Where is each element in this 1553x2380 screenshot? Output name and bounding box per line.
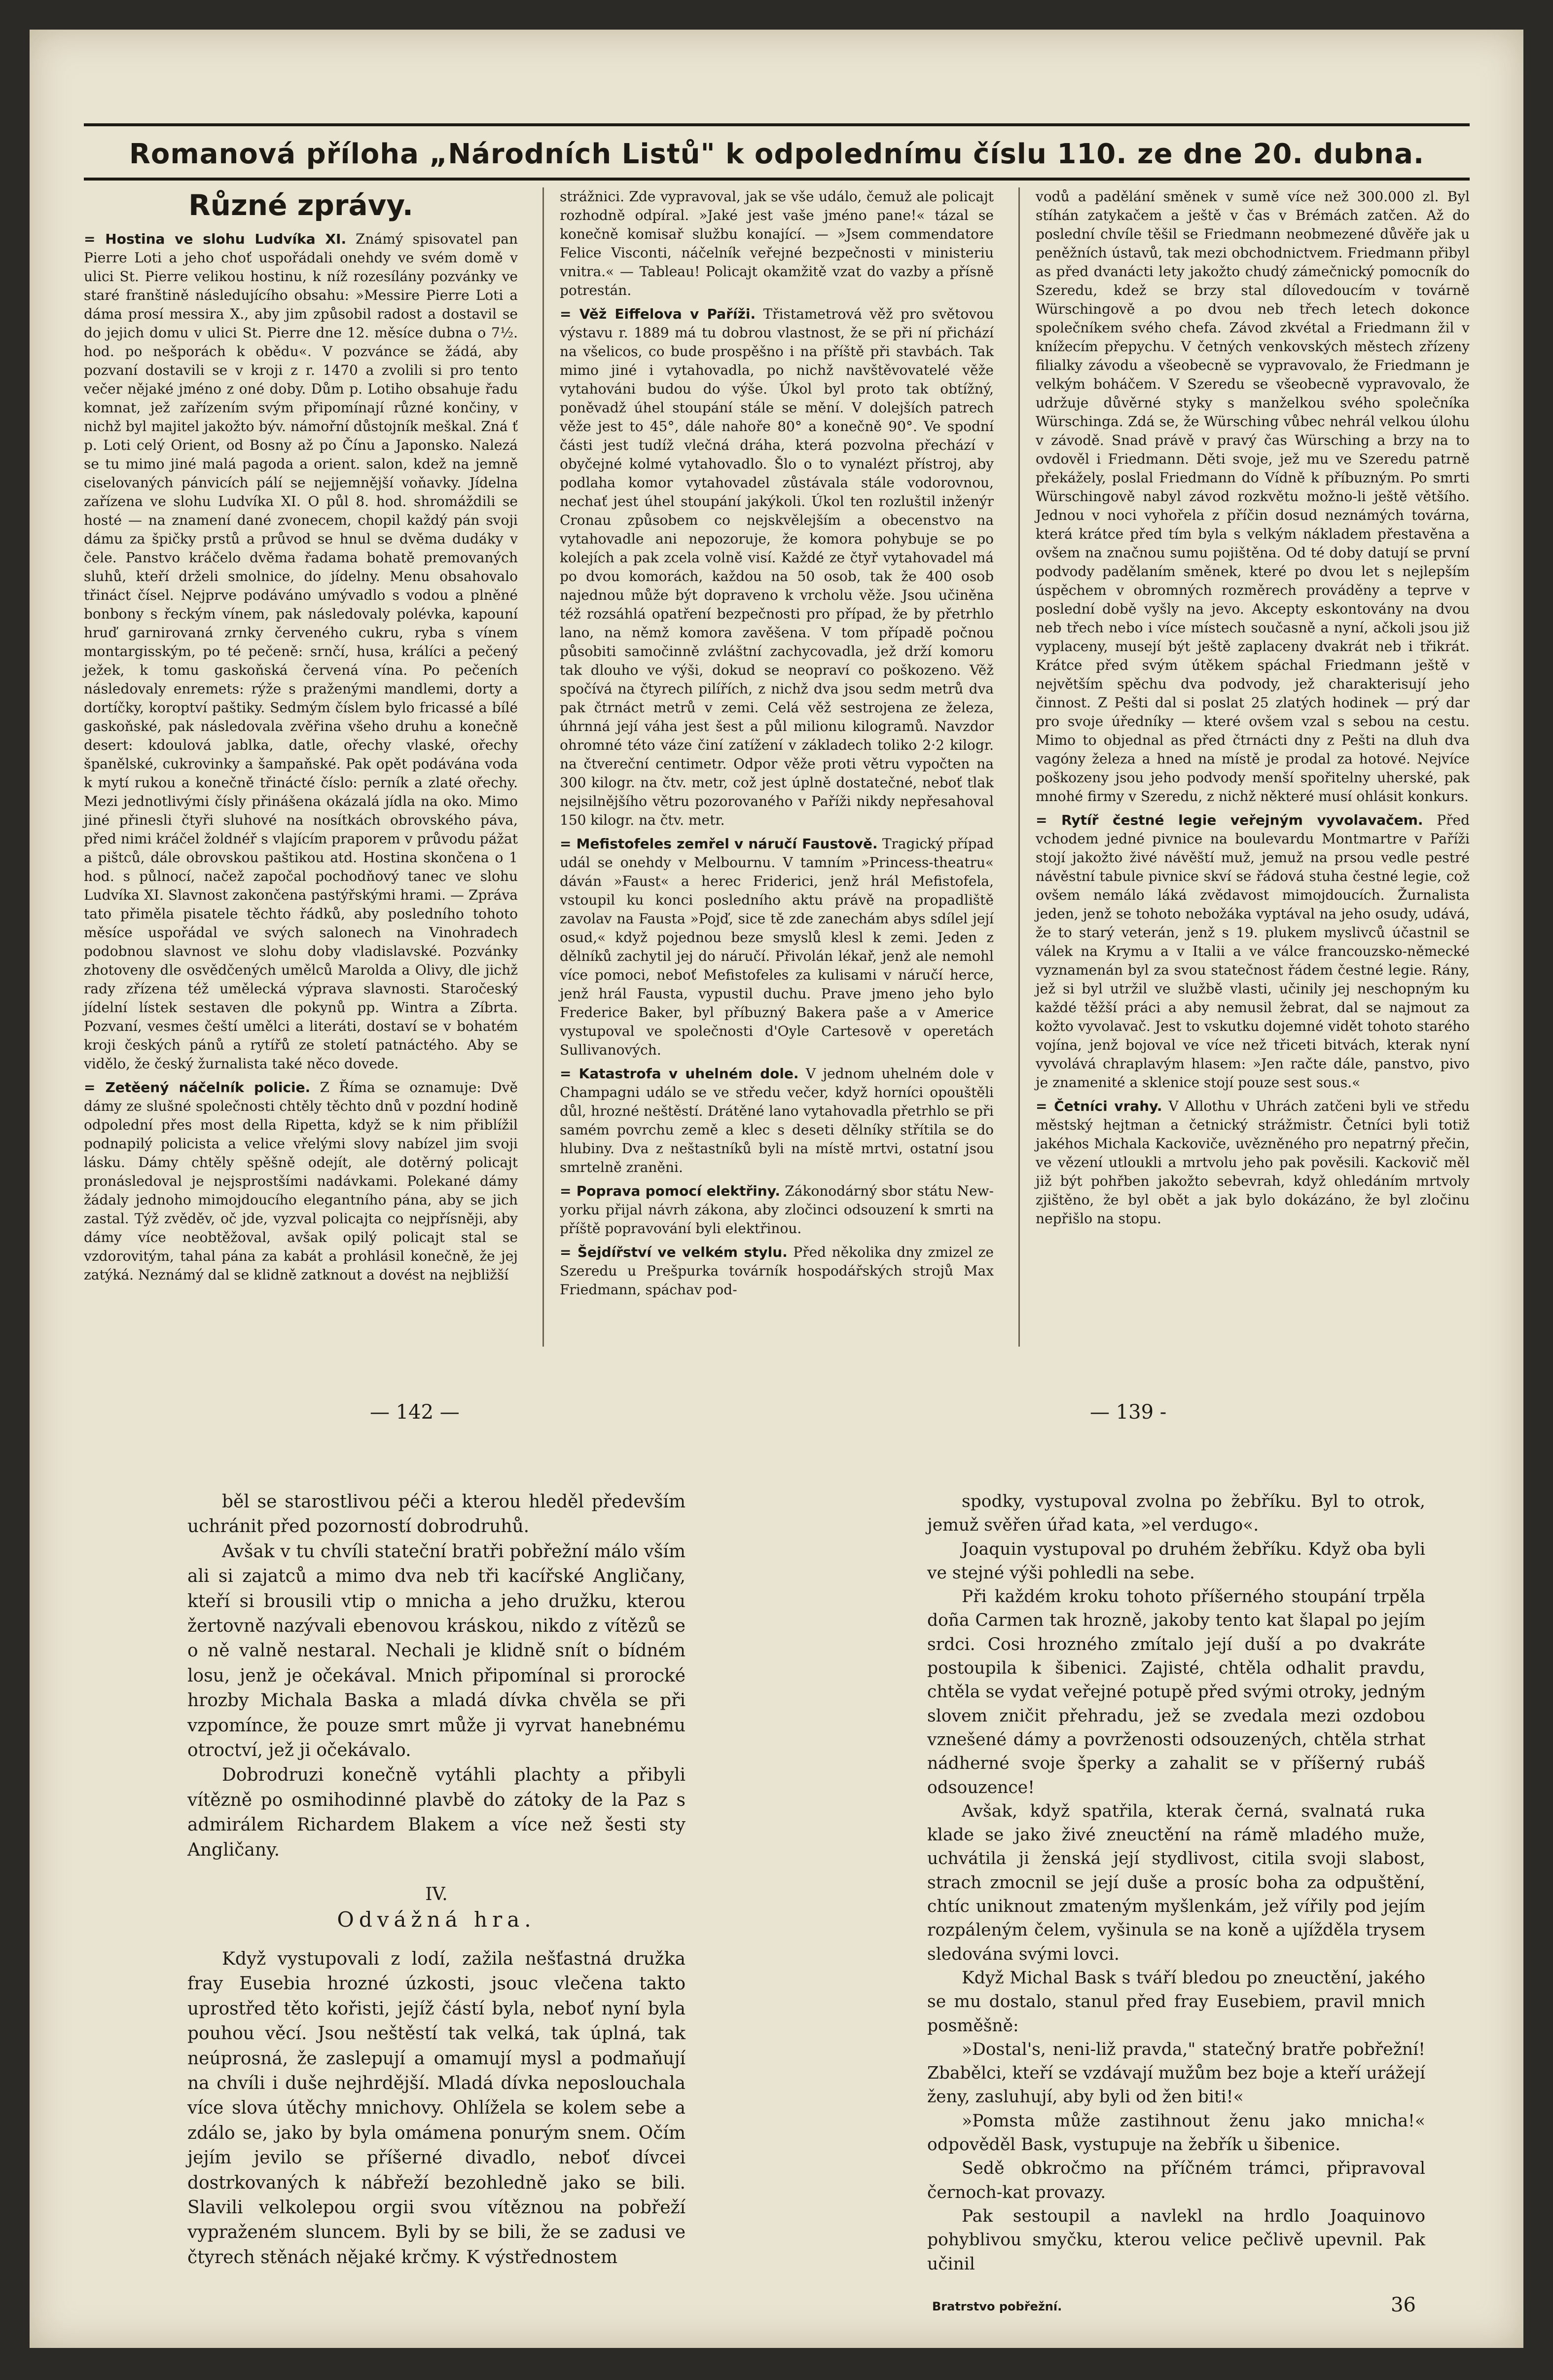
article-headline: = Zetěený náčelník policie. bbox=[84, 1079, 311, 1096]
article-text: Před několika dny zmizel ze Szeredu u Prešpurka továrník hospodářských strojů Max Friedmann, spáchav pod- bbox=[560, 1244, 994, 1298]
article-text: Tragický případ udál se onehdy v Melbournu. V tamním »Princess-theatru« dáván »Faust« a herec Friderici, jenž hrál Mefistofela, vstoupil ku konci posledního aktu právě na propadliště zavolav na Fausta »Pojď, sice tě zde zanechám abys sdílel její osud,« když pojednou beze smyslů klesl k zemi. Jeden z dělníků zachytil jej do náručí. Přivolán lékař, jenž ale nemohl více pomoci, neboť Mefistofeles za kulisami v náručí herce, jenž hrál Fausta, vypustil duchu. Prave jmeno jeho bylo Frederice Baker, byl příbuzný Bakera paše a v Americe vystupoval ve společnosti d'Oyle Cartesově v operetách Sullivanových. bbox=[560, 836, 994, 1058]
chapter-title: Odvážná hra. bbox=[337, 1907, 536, 1932]
news-article bbox=[1036, 1097, 1470, 1228]
article-headline: = Katastrofa v uhelném dole. bbox=[560, 1065, 799, 1082]
novel-paragraph: spodky, vystupoval zvolna po žebříku. Byl to otrok, jemuž svěřen úřad kata, »el verdugo«. bbox=[927, 1492, 1425, 1536]
article-headline: = Četníci vrahy. bbox=[1036, 1098, 1162, 1114]
novel-paragraph: Dobrodruzi konečně vytáhli plachty a přibyli vítězně po osmihodinné plavbě do zátoky de la Paz s admirálem Richardem Blakem a více než šesti sty Angličany. bbox=[187, 1765, 686, 1860]
news-article bbox=[84, 230, 518, 1073]
article-headline: = Mefistofeles zemřel v náručí Faustově. bbox=[560, 836, 878, 852]
newspaper-sheet bbox=[30, 30, 1523, 2348]
article-headline: = Šejdířství ve velkém stylu. bbox=[560, 1244, 788, 1260]
column-separator bbox=[1018, 187, 1020, 1347]
column-separator bbox=[542, 187, 544, 1347]
news-article bbox=[560, 1182, 994, 1238]
novel-paragraph: Pak sestoupil a navlekl na hrdlo Joaquinovo pohyblivou smyčku, kterou velice pečlivě upevnil. Pak učinil bbox=[927, 2206, 1425, 2274]
news-column-2 bbox=[560, 187, 994, 1304]
article-text: Známý spisovatel pan Pierre Loti a jeho choť uspořádali onehdy ve svém domě v ulici St. Pierre velikou hostinu, k níž rozesílány pozvánky ve staré franštině následujícího obsahu: »Messire Pierre Loti a dáma prosí messira X., aby jim způsobil radost a dostavil se do jejich domu v ulici St. Pierre dne 12. měsíce dubna o 7½. hod. po nešporách k obědu«. V pozvánce se žádá, aby pozvaní dostavili se v kroji z r. 1470 a zvolili si pro tento večer nějaké jméno z oné doby. Dům p. Lotiho obsahuje řadu komnat, jež zařízením svým připomínají různé končiny, v nichž byl majitel jakožto býv. námořní důstojník meškal. Zná ť p. Loti celý Orient, od Bosny až po Čínu a Japonsko. Nalezá se tu mimo jiné malá pagoda a orient. salon, kdež na jemně ciselovaných pánvicích pálí se nejjemnější voňavky. Jídelna zařízena ve slohu Ludvíka XI. O půl 8. hod. shromáždili se hosté — na znamení dané zvonecem, chopil každý pán svoji dámu za špičky prstů a průvod se hnul se dvěma dudáky v čele. Panstvo kráčelo dvěma řadama bohatě premovaných sluhů, kteří drželi smolnice, do jídelny. Menu obsahovalo třináct čísel. Nejprve podáváno umývadlo s vodou a plněné bonbony s řeckým vínem, pak následovaly polévka, kapouní hruď garnirovaná zrnky červeného cukru, ryba s vínem montargisským, po té pečeně: srnčí, husa, králíci a pečený ježek, k tomu gaskoňská červená vína. Po pečeních následovaly enremets: rýže s praženými mandlemi, dorty a dortíčky, koroptví paštiky. Sedmým číslem bylo fricassé a bílé gaskoňské, pak následovala zvěřina všeho druhu a konečně desert: kdoulová jablka, datle, ořechy vlaské, ořechy španělské, cukrovinky a šampaňské. Pak opět podávána voda k mytí rukou a konečně třinácté číslo: perník a zlaté ořechy. Mezi jednotlivými čísly přinášena okázalá jídla na oko. Mimo jiné přinesli čtyři sluhové na nosítkách obrovského páva, před nimi kráčel žoldnéř s vlajícím praporem v průvodu pážat a pištců, dále obrovskou paštikou atd. Hostina skončena o 1 hod. s půlnocí, načež započal pochodňový tanec ve slohu Ludvíka XI. Slavnost zakončena pastýřskými hrami. — Zpráva tato přiměla pisatele těchto řádků, aby posledního tohoto měsíce uspořádal ve svých salonech na Vinohradech podobnou slavnost ve slohu doby vladislavské. Pozvánky zhotoveny dle osvědčených umělců Marolda a Olivy, dle jichž rady zřízena též umělecká výprava slavnosti. Staročeský jídelní lístek sestaven dle pokynů pp. Wintra a Zíbrta. Pozvaní, vesmes čeští umělci a literáti, dostaví se v bohatém kroji českých pánů a rytířů ze století patnáctého. Aby se vidělo, že český žurnalista také něco dovede. bbox=[84, 231, 518, 1072]
novel-paragraph: běl se starostlivou péči a kterou hleděl především uchránit před pozorností dobrodruhů. bbox=[187, 1492, 686, 1537]
news-article bbox=[1036, 811, 1470, 1092]
article-headline: = Hostina ve slohu Ludvíka XI. bbox=[84, 231, 347, 247]
article-text: Z Říma se oznamuje: Dvě dámy ze slušné společnosti chtěly těchto dnů v pozdní hodině odpolední přes most della Ripetta, když se k nim přiblížil podnapilý policista a velice vřelými slovy nabízel jim svoji lásku. Dámy chtěly spěšně odejít, ale dotěrný policajt pronásledoval je nejsprostšími nadávkami. Polekané dámy žádaly jednoho mimojdoucího elegantního pána, aby se jich zastal. Týž zvěděv, oč jde, vyzval policajta co nejpřísněji, aby dámy více neobtěžoval, avšak opilý policajt stal se vzdorovitým, tahal pána za kabát a prohlásil konečně, že jej zatýká. Neznámý dal se klidně zatknout a dovést na nejbližší bbox=[84, 1079, 518, 1283]
page-number-right: — 139 - bbox=[1090, 1401, 1167, 1424]
article-text: V jednom uhelném dole v Champagni událo se ve středu večer, když horníci opouštěli důl, hrozné neštěstí. Drátěné lano vytahovadla přetrhlo se při samém povrchu země a klec s deseti dělníky střítila se do hlubiny. Dva z neštastníků byli na místě mrtvi, ostatní jsou smrtelně zraněni. bbox=[560, 1065, 994, 1175]
news-article bbox=[1036, 187, 1470, 806]
news-article bbox=[84, 1078, 518, 1284]
header-rule-bottom bbox=[84, 178, 1470, 181]
news-article bbox=[560, 835, 994, 1060]
novel-paragraph: Při každém kroku tohoto příšerného stoupání trpěla doña Carmen tak hrozně, jakoby tento kat šlapal po jejím srdci. Cosi hrozného zmítalo její duší a po dvakráte postoupila k šibenici. Zajisté, chtěla odhalit pravdu, chtěla se vydat veřejné potupě před svými otroky, jedným slovem zničit přehradu, jež se zvedala mezi ozdobou vznešené dámy a povrženosti odsouzených, chtěla strhat nádherné svoje šperky a zahalit se v příšerný rubáš odsouzence! bbox=[927, 1587, 1425, 1797]
article-text: strážnici. Zde vypravoval, jak se vše událo, čemuž ale policajt rozhodně odpíral. »Jaké jest vaše jméno pane!« tázal se konečně komisař službu konající. — »Jsem commendatore Felice Visconti, náčelník veřejné bezpečnosti v ministeriu vnitra.« — Tableau! Policajt okamžitě vzat do vazby a přísně potrestán. bbox=[560, 188, 994, 298]
news-article bbox=[560, 1243, 994, 1299]
novel-paragraph: Avšak v tu chvíli stateční bratři pobřežní málo vším ali si zajatců a mimo dva neb tři kacířské Angličany, kteří si brousili vtip o mnicha a jeho družku, kterou žertovně nazývali ebenovou kráskou, nikdo z vítězů se o ně valně nestaral. Nechali je klidně snít o bídném losu, jenž je očekával. Mnich připomínal si prorocké hrozby Michala Baska a mladá dívka chvěla se při vzpomínce, že pouze smrt může ji vyrvat hanebnému otroctví, jež ji očekávalo. bbox=[187, 1541, 686, 1761]
section-title: Různé zprávy. bbox=[188, 188, 413, 222]
novel-page-right bbox=[927, 1490, 1425, 2276]
novel-paragraph: »Pomsta může zastihnout ženu jako mnicha!« odpověděl Bask, vystupuje na žebřík u šibenice. bbox=[927, 2111, 1425, 2155]
news-column-3 bbox=[1036, 187, 1470, 1233]
supplement-header: Romanová příloha „Národních Listů" k odpolednímu číslu 110. ze dne 20. dubna. bbox=[129, 138, 1425, 170]
article-text: vodů a padělání směnek v sumě více než 300.000 zl. Byl stíhán zatykačem a ještě v čas v Brémách zatčen. Až do poslední chvíle těšil se Friedmann neobmezené důvěře jak u peněžních ústavů, tak mezi obchodnictvem. Friedmann přibyl as před dvanácti lety jakožto chudý zámečnický pomocník do Szeredu, kdež se brzy stal dílovedoucím v továrně Würschingově a po dvou neb třech letech dokonce společníkem svého chefa. Závod zkvétal a Friedmann žil v knížecím přepychu. V četných venkovských městech zřízeny filialky závodu a všeobecně se vypravovalo, že Friedmann je velkým boháčem. V Szeredu se všeobecně vypravovalo, že udržuje důvěrné styky s manželkou svého společníka Würschinga. Zdá se, že Würsching vůbec nehrál velkou úlohu v závodě. Snad právě v pravý čas Würsching a brzy na to ovdověl i Friedmann. Děti svoje, jež mu ve Szeredu patrně překážely, poslal Friedmann do Vídně k příbuzným. Po smrti Würschingově nabyl závod rozkvětu možno-li ještě většího. Jednou v noci vyhořela z příčin dosud neznámých továrna, která krátce před tím byla s velkým nákladem přestavěna a ovšem na značnou sumu pojištěna. Od té doby datují se první podvody padělaním směnek, které po dvou let s nejlepším úspěchem v obromných rozměrech prováděny a teprve v poslední době vyšly na jevo. Akcepty eskontovány na dvou neb třech nebo i více místech současně a nyní, ačkoli jsou již vyplaceny, musejí být ještě zaplaceny dvakrát neb i třikrát. Krátce před svým útěkem spáchal Friedmann ještě v největším spěchu dva podvody, jež charakterisují jeho činnost. Z Pešti dal si poslat 25 zlatých hodinek — prý dar pro svoje úředníky — které ovšem vzal s sebou na cestu. Mimo to objednal as před čtrnácti dny z Pešti na dluh dva vagóny železa a hned na místě je prodal za hotové. Nejvíce poškozeny jsou jeho podvody menší spořitelny uherské, pak mnohé firmy v Szeredu, z nichž některé musí ohlásit konkurs. bbox=[1036, 188, 1470, 805]
article-text: Třistametrová věž pro světovou výstavu r. 1889 má tu dobrou vlastnost, že se při ní přichází na všelicos, co bude prospěšno i na příště při stavbách. Tak mimo jiné i vytahovadla, po nichž navštěvovatelé věže vytahováni budou do výše. Úkol byl proto tak obtížný, poněvadž úhel stoupání stále se mění. V dolejších patrech věže jest to 45°, dále nahoře 80° a konečně 90°. Ve spodní části jest tudíž vlečná dráha, která pozvolna přechází v obyčejné kolmé vytahovadlo. Šlo o to vynalézt přístroj, aby podlaha komor vytahovadel zůstávala stále vodorovnou, nechať jest úhel stoupání jakýkoli. Úkol ten rozluštil inženýr Cronau způsobem co nejskvělejším a obecenstvo na vytahovadle ani nepozoruje, že komora pohybuje se po kolejích a pak zcela volně visí. Každé ze čtyř vytahovadel má po dvou komorách, každou na 50 osob, tak že 400 osob najednou může být dopraveno k vrcholu věže. Jsou učiněna též rozsáhlá opatření bezpečnosti pro případ, že by přetrhlo lano, na němž komora zavěšena. V tom případě počnou působiti samočinně zvláštní zachycovadla, jež drží komoru tak dlouho ve výši, dokud se neopraví co poškozeno. Věž spočívá na čtyrech pilířích, z nichž dva jsou sedm metrů dva pak čtrnáct metrů v zemi. Celá věž sestrojena ze železa, úhrnná její váha jest šest a půl milionu kilogramů. Navzdor ohromné této váze činí zatížení v základech toliko 2·2 kilogr. na čtvereční centimetr. Odpor věže proti větru vypočten na 300 kilogr. na čtv. metr, což jest úplně dostatečné, neboť tlak nejsilnějšího větru pozorovaného v Paříži nikdy nepřesahoval 150 kilogr. na čtv. metr. bbox=[560, 306, 994, 828]
article-headline: = Rytíř čestné legie veřejným vyvolavačem. bbox=[1036, 812, 1423, 828]
footer-title: Bratrstvo pobřežní. bbox=[932, 2300, 1062, 2313]
novel-paragraph: Sedě obkročmo na příčném trámci, připravoval černoch-kat provazy. bbox=[927, 2159, 1425, 2202]
novel-paragraph: Když vystupovali z lodí, zažila nešťastná družka fray Eusebia hrozné úzkosti, jsouc vlečena takto uprostřed těto kořisti, jejíž částí byla, neboť nyní byla pouhou věcí. Jsou neštěstí tak velká, tak úplná, tak neúprosná, že zaslepují a omamují mysl a podmaňují na chvíli i duše nejhrdější. Mladá dívka neposlouchala více slova útěchy mnichovy. Ohlížela se kolem sebe a zdálo se, jako by byla omámena ponurým snem. Očím jejím jevilo se příšerné divadlo, neboť dívcei dostrkovaných k nábřeží bezohledně jako se bili. Slavili velkolepou orgii svou vítěznou na pobřeží vypraženém sluncem. Byli by se bili, že se zadusi ve čtyrech stěnách nějaké krčmy. K výstřednostem bbox=[187, 1948, 686, 2268]
novel-paragraph: Avšak, když spatřila, kterak černá, svalnatá ruka klade se jako živé zneuctění na rámě mladého muže, uchvátila ji ženská její stydlivost, citila svoji slabost, strach zmocnil se její duše a prosíc boha za odpuštění, chtíc uniknout zmateným myšlenkám, jež vířily pod jejím rozpáleným čelem, vyšinula se na koně a ujížděla trysem sledována svými lovci. bbox=[927, 1801, 1425, 1964]
article-text: V Allothu v Uhrách zatčeni byli ve středu městský hejtman a četnický strážmistr. Četníci byli totiž jakéhos Michala Kackoviče, uvězněného pro nepatrný přečin, ve vězení utloukli a mrtvolu jeho pak pověsili. Kackovič měl již být pohřben jakožto sebevrah, když ohledáním mrtvoly zjištěno, že byl obět a jak bylo dokázáno, že byl zločinu nepřišlo na stopu. bbox=[1036, 1098, 1470, 1227]
news-article bbox=[560, 1064, 994, 1177]
novel-paragraph: Když Michal Bask s tváří bledou po zneuctění, jakého se mu dostalo, stanul před fray Eusebiem, pravil mnich posměšně: bbox=[927, 1968, 1425, 2036]
page-number-left: — 142 — bbox=[370, 1401, 460, 1424]
news-article bbox=[560, 187, 994, 300]
novel-paragraph: Joaquin vystupoval po druhém žebříku. Když oba byli ve stejné výši pohledli na sebe. bbox=[927, 1539, 1425, 1583]
supplement-page bbox=[84, 104, 1470, 1361]
news-article bbox=[560, 305, 994, 830]
chapter-number: IV. bbox=[425, 1884, 448, 1905]
news-column-1 bbox=[84, 187, 518, 1289]
article-text: Před vchodem jedné pivnice na boulevardu Montmartre v Paříži stojí jakožto živé návěští muž, jemuž na prsou vedle pestré návěstní tabule pivnice skví se řádová stuha čestné legie, což ovšem nemálo láká zvědavost mimojdoucích. Žurnalista jeden, jenž se tohoto nebožáka vyptával na jeho osudy, udává, že to starý veterán, jenž s 19. plukem myslivců účastnil se válek na Krymu a v Italii a ve válce francouzsko-německé vyznamenán byl za svou statečnost řádem čestné legie. Rány, jež si byl utržil ve službě vlasti, učinily jej neschopným ku každé těžší práci a aby nemusil žebrat, dal se najmout za kožto vyvolavač. Jest to vskutku dojemné vidět tohoto starého vojína, jenž bojoval ve více než třiceti bitvách, kterak nyní vyvolává chraplavým hlasem: »Jen račte dále, panstvo, pivo je znamenité a sklenice stojí pouze sest sous.« bbox=[1036, 812, 1470, 1091]
novel-paragraph: »Dostal's, neni-liž pravda," statečný bratře pobřežní! Zbabělci, kteří se vzdávají mužům bez boje a kteří urážejí ženy, zasluhují, aby byli od žen biti!« bbox=[927, 2039, 1425, 2107]
novel-page-left bbox=[187, 1490, 686, 2270]
article-headline: = Poprava pomocí elektřiny. bbox=[560, 1183, 781, 1199]
article-headline: = Věž Eiffelova v Paříži. bbox=[560, 306, 756, 322]
article-text: Zákonodárný sbor státu New-yorku přijal návrh zákona, aby zločinci odsouzení k smrti na příště popravování byli elektřinou. bbox=[560, 1183, 994, 1237]
sheet-number: 36 bbox=[1391, 2294, 1416, 2316]
header-rule-top bbox=[84, 123, 1470, 126]
